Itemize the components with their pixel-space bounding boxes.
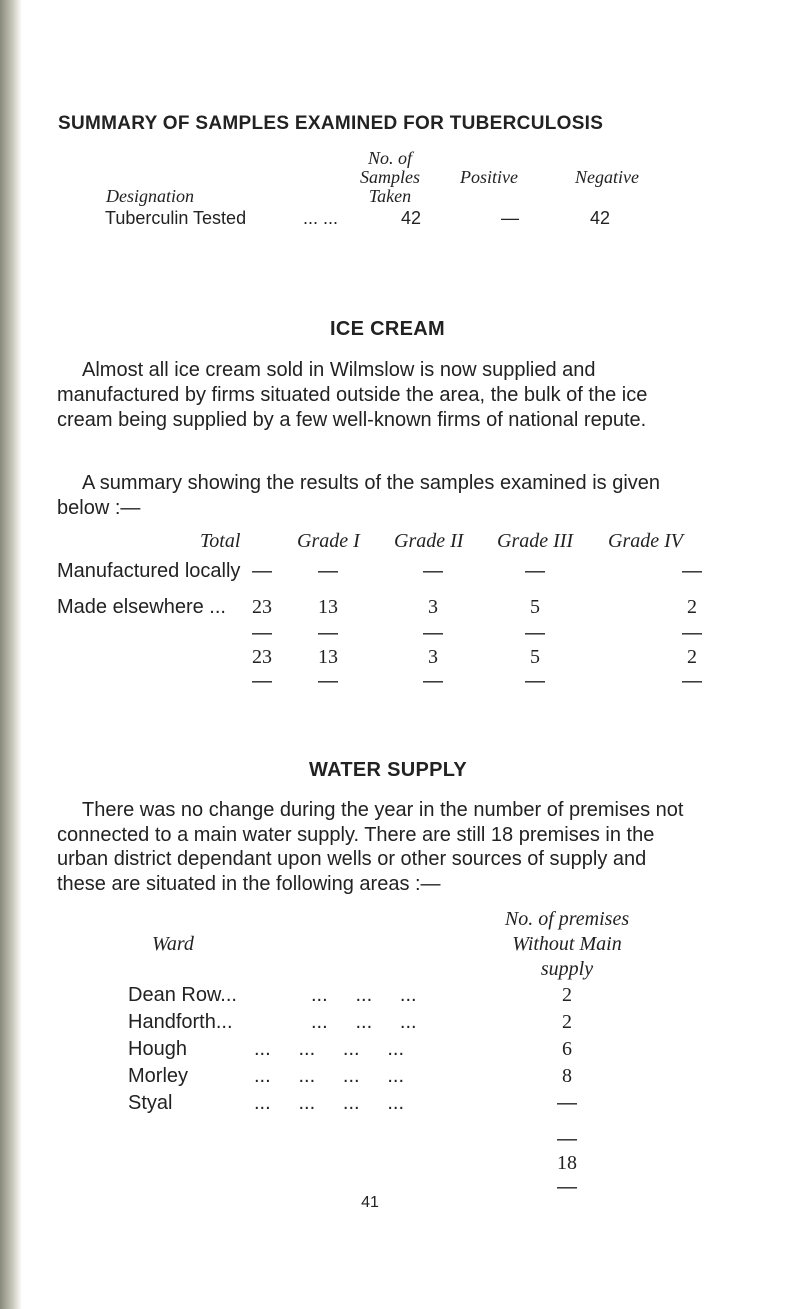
col-samples-line1: No. of xyxy=(367,148,412,168)
col-premises-line1: No. of premises xyxy=(504,908,630,930)
ic-row2-total: 23 xyxy=(252,596,272,618)
ic-row1-grade-2: — xyxy=(423,560,443,582)
page-edge-shadow xyxy=(0,0,22,1309)
page-number: 41 xyxy=(361,1194,379,1211)
col-premises-line2: Without Main xyxy=(512,933,622,955)
ic-total-grade-3: 5 xyxy=(530,646,540,668)
water-supply-paragraph: There was no change during the year in the number of premises not connected to a main water supply. There are still 18 premises in the urban district dependant upon wells or other sources of supply and these are situated in the following areas :— xyxy=(57,799,684,895)
tb-row-negative: 42 xyxy=(590,208,611,228)
ic-row1-grade-3: — xyxy=(525,560,545,582)
ic-row1-grade-1: — xyxy=(318,560,338,582)
tb-row-positive: — xyxy=(501,208,519,228)
ic-header-total: Total xyxy=(200,530,241,552)
ic-header-grade-3: Grade III xyxy=(497,530,574,552)
ice-cream-paragraph-2: A summary showing the results of the samples examined is given below :— xyxy=(57,472,661,519)
ward-row-dots: ... ... ... xyxy=(311,984,417,1006)
ic-rule-grade-3-bottom: — xyxy=(525,670,545,692)
tb-row-leader: ... ... xyxy=(303,208,339,228)
ward-row-label: Styal xyxy=(128,1092,173,1114)
col-designation: Designation xyxy=(106,186,194,206)
ward-row-dots: ... ... ... ... xyxy=(254,1038,405,1060)
ic-header-grade-2: Grade II xyxy=(394,530,464,552)
col-samples-line3: Taken xyxy=(368,186,412,206)
ice-cream-title: ICE CREAM xyxy=(330,318,445,340)
ward-row-value: — xyxy=(557,1092,577,1114)
ward-row-dots: ... ... ... ... xyxy=(254,1065,405,1087)
ic-rule-grade-2-top: — xyxy=(423,622,443,644)
ic-row1-total: — xyxy=(252,560,272,582)
water-total: 18 xyxy=(557,1152,577,1174)
col-premises-line3: supply xyxy=(540,958,594,980)
ic-total-total: 23 xyxy=(252,646,272,668)
ic-header-grade-1: Grade I xyxy=(297,530,360,552)
col-positive: Positive xyxy=(460,167,518,187)
tb-row-designation: Tuberculin Tested xyxy=(105,208,247,228)
ic-row2-grade-4: 2 xyxy=(687,596,697,618)
ward-row-value: 6 xyxy=(562,1038,572,1060)
col-negative: Negative xyxy=(575,167,639,187)
ic-row2-grade-3: 5 xyxy=(530,596,540,618)
ward-row-label: Dean Row... xyxy=(128,984,237,1006)
ic-total-grade-4: 2 xyxy=(687,646,697,668)
ic-rule-grade-4-bottom: — xyxy=(682,670,702,692)
ic-rule-total-bottom: — xyxy=(252,670,272,692)
ice-cream-paragraph-1: Almost all ice cream sold in Wilmslow is now supplied and manufactured by firms situated outside the area, the bulk of the ice cream being supplied by a few well-known firms of national repute. xyxy=(57,359,648,431)
tb-summary-title: SUMMARY OF SAMPLES EXAMINED FOR TUBERCULOSIS xyxy=(58,113,604,134)
ward-row-value: 2 xyxy=(562,984,572,1006)
tb-row-samples: 42 xyxy=(401,208,422,228)
ic-header-grade-4: Grade IV xyxy=(608,530,683,552)
col-ward: Ward xyxy=(152,933,194,955)
ic-total-grade-1: 13 xyxy=(318,646,338,668)
ic-row2-grade-2: 3 xyxy=(428,596,438,618)
ic-row-manufactured-label: Manufactured locally xyxy=(57,560,241,582)
ic-rule-grade-1-bottom: — xyxy=(318,670,338,692)
ward-row-value: 8 xyxy=(562,1065,572,1087)
ic-rule-grade-3-top: — xyxy=(525,622,545,644)
ic-rule-total-top: — xyxy=(252,622,272,644)
ward-row-dots: ... ... ... xyxy=(311,1011,417,1033)
ic-rule-grade-4-top: — xyxy=(682,622,702,644)
water-rule-bottom: — xyxy=(557,1176,577,1198)
ic-rule-grade-2-bottom: — xyxy=(423,670,443,692)
water-rule-top: — xyxy=(557,1128,577,1150)
ward-row-value: 2 xyxy=(562,1011,572,1033)
ic-row1-grade-4: — xyxy=(682,560,702,582)
ic-row-elsewhere-label: Made elsewhere ... xyxy=(57,596,226,618)
ward-row-dots: ... ... ... ... xyxy=(254,1092,405,1114)
ward-row-label: Hough xyxy=(128,1038,187,1060)
ward-row-label: Morley xyxy=(128,1065,189,1087)
col-samples-line2: Samples xyxy=(360,167,420,187)
water-supply-title: WATER SUPPLY xyxy=(309,759,468,781)
ward-row-label: Handforth... xyxy=(128,1011,233,1033)
ic-rule-grade-1-top: — xyxy=(318,622,338,644)
ic-total-grade-2: 3 xyxy=(428,646,438,668)
ic-row2-grade-1: 13 xyxy=(318,596,338,618)
